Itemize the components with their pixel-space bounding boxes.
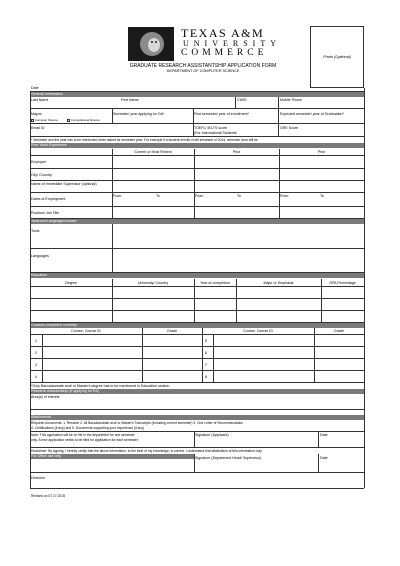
gre-label: GRE Score (280, 126, 299, 130)
majors-label: Majors (31, 112, 42, 116)
education-note: *Only Baccalaureate and/ or Master's degree has to be mentioned in Education section (31, 384, 170, 388)
last-name-label: Last Name (31, 98, 49, 102)
logo-line-3: COMMERCE (181, 48, 268, 58)
university-logo (128, 27, 310, 61)
logo-line-1: TEXAS A&M (181, 26, 265, 40)
toefl-note: (For International Students (194, 131, 237, 135)
edu-col-major: Major or Emphasis (263, 281, 294, 285)
work-col-prior-2: Prior (317, 150, 326, 154)
course-num-5: 5 (205, 339, 207, 343)
from-label-3: From (280, 194, 289, 198)
semester-footnote: * Semester and the year has to be mentioned when asked for semester year. For example if a student enrolls in fall semester of 2014, semester year will be (31, 138, 258, 142)
section-attachments: Attachments (30, 415, 364, 420)
to-label-3: To (320, 194, 324, 198)
mobile-label: Mobile Phone (280, 98, 302, 102)
work-col-current: Current or Most Recent (134, 150, 172, 154)
application-note-2: only. A new application needs to be filed for application for each semester (31, 438, 138, 442)
edu-col-gpa: GPA Percentage (329, 281, 356, 285)
course-num-4: 4 (35, 375, 37, 379)
employer-label: Employer (31, 160, 47, 164)
course-num-6: 6 (205, 351, 207, 355)
course-num-1: 1 (35, 339, 37, 343)
edu-col-year: Year of completion (200, 281, 230, 285)
tools-label: Tools (31, 229, 40, 233)
to-label-2: To (237, 194, 241, 198)
revised-date: Revised on 07.27.2015 (31, 494, 65, 498)
email-label: Email ID (31, 126, 45, 130)
logo-line-2: UNIVERSITY (183, 39, 281, 48)
required-documents: Required documents: 1. Resume 2. All Baccalaureate and/ or Master's Transcripts (including current semester) 3. One Letter of Recommendation (31, 421, 244, 425)
date-head-label: Date (320, 456, 328, 460)
course-col-left: Course, Course ID (71, 329, 101, 333)
grade-col-right: Grade (334, 329, 344, 333)
decision-label: Decision (31, 476, 45, 480)
section-prior-work: Prior Work Experience (30, 143, 364, 148)
from-label-2: From (195, 194, 204, 198)
expected-graduation-label: Expected semester/ year of Graduation* (280, 112, 344, 116)
section-research: Research Assistantship (if applying for RA) (30, 389, 364, 394)
work-col-prior-1: Prior (232, 150, 241, 154)
course-num-8: 8 (205, 375, 207, 379)
section-education: Education (30, 273, 364, 278)
lion-emblem-icon (128, 27, 174, 61)
semester-applying-label: Semester/ year applying for GA* (113, 112, 165, 116)
application-note: Note: This application will be on file in the department for one semester (31, 433, 135, 437)
photo-label: Photo (Optional) (323, 55, 351, 59)
department-name: DEPARTMENT OF COMPUTER SCIENCE (166, 69, 240, 73)
major-option-cs[interactable]: Computer Science (31, 118, 58, 122)
computational-checkbox[interactable] (67, 119, 70, 122)
area-interest-label: Area(s) of interest (31, 395, 60, 399)
major-option-computational[interactable]: Computational Science (67, 118, 100, 122)
first-semester-label: First semester/ year of enrollment* (194, 112, 249, 116)
cwid-label: CWID (237, 98, 247, 102)
signature-head-label: Signature (Department Head/ Supervisor) (195, 456, 262, 460)
section-courses: Courses completed currently (30, 323, 364, 328)
city-country-label: City/ Country (31, 173, 52, 177)
languages-label: Languages (31, 254, 49, 258)
first-name-label: First Name (121, 98, 139, 102)
disclaimer-text: Disclaimer: By signing, I hereby certify that the above information, to the best of my knowledge, is correct. I understand that falsification of this information may (31, 449, 262, 453)
form-title: GRADUATE RESEARCH ASSISTANTSHIP APPLICATION FORM (129, 63, 277, 69)
signature-applicant-label: Signature (Applicant) (195, 433, 229, 437)
from-label-1: From (113, 194, 122, 198)
office-use-bar (30, 454, 194, 459)
edu-col-degree: Degree (65, 281, 77, 285)
section-tools: Tools and Languages known (30, 219, 364, 224)
to-label-1: To (156, 194, 160, 198)
date-applicant-label: Date (320, 433, 328, 437)
course-num-3: 3 (35, 363, 37, 367)
edu-col-university: University/ Country (137, 281, 169, 285)
position-label: Position/ Job Title (31, 211, 60, 215)
cs-checkbox[interactable] (31, 119, 34, 122)
grade-col-left: Grade (167, 329, 177, 333)
supervisor-label: Name of Immediate Supervisor (optional) (31, 182, 97, 186)
office-use-label: For Office use only (31, 454, 62, 458)
course-num-7: 7 (205, 363, 207, 367)
date-label: Date (31, 86, 39, 90)
dates-employment-label: Dates of Employment (31, 197, 66, 201)
photo-box[interactable] (310, 26, 364, 88)
course-col-right: Course, Course ID (243, 329, 273, 333)
course-num-2: 2 (35, 351, 37, 355)
required-documents-2: 4. Certifications (if any) and 5. Documents supporting your experience (if any) (31, 426, 145, 430)
section-general-information: General Information (30, 92, 364, 97)
toefl-label: TOEFL/ IELTS score (194, 126, 228, 130)
